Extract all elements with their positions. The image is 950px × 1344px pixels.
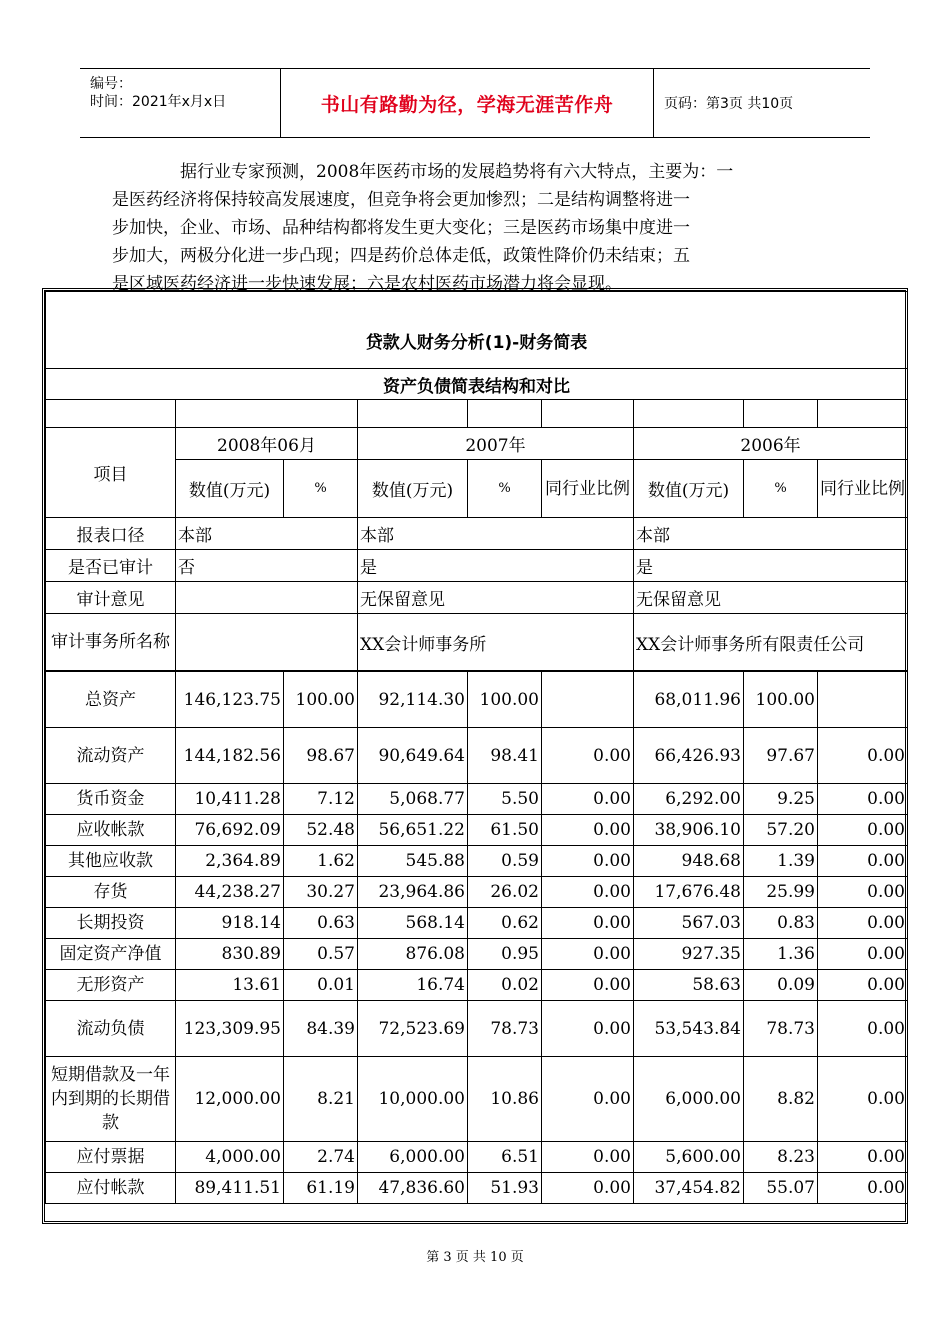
- pct-cell: 1.36: [744, 939, 818, 970]
- pct-cell: 1.39: [744, 846, 818, 877]
- peer-cell: 0.00: [818, 1142, 908, 1173]
- header-motto-cell: [281, 69, 654, 137]
- info-cell: XX会计师事务所: [358, 614, 634, 671]
- value-cell: 10,000.00: [358, 1057, 468, 1142]
- paragraph-line: 是区域医药经济进一步快速发展；六是农村医药市场潜力将会显现。: [112, 274, 622, 294]
- info-cell: 本部: [176, 518, 358, 550]
- pct-cell: 0.59: [468, 846, 542, 877]
- pct-cell: 78.73: [468, 1001, 542, 1057]
- info-cell: XX会计师事务所有限责任公司: [634, 614, 908, 671]
- pct-cell: 30.27: [284, 877, 358, 908]
- peer-cell: 0.00: [542, 908, 634, 939]
- pct-cell: 0.62: [468, 908, 542, 939]
- info-cell: [176, 614, 358, 671]
- value-cell: 6,000.00: [358, 1142, 468, 1173]
- pct-cell: 57.20: [744, 815, 818, 846]
- blank-cell: [358, 400, 468, 428]
- table-subtitle: 资产负债简表结构和对比: [46, 369, 908, 400]
- row-label: 应收帐款: [46, 815, 176, 846]
- value-cell: 5,600.00: [634, 1142, 744, 1173]
- pct-cell: 51.93: [468, 1173, 542, 1204]
- value-cell: 545.88: [358, 846, 468, 877]
- blank-cell: [744, 400, 818, 428]
- peer-cell: 0.00: [542, 939, 634, 970]
- period-header-2007: 2007年: [358, 428, 634, 460]
- value-cell: 23,964.86: [358, 877, 468, 908]
- pct-cell: 8.23: [744, 1142, 818, 1173]
- info-cell: 否: [176, 550, 358, 582]
- table-row: [46, 1173, 908, 1204]
- row-label: 审计意见: [46, 582, 176, 614]
- col-pct-header: %: [284, 460, 358, 518]
- pct-cell: 5.50: [468, 784, 542, 815]
- peer-cell: [542, 672, 634, 728]
- peer-cell: 0.00: [542, 728, 634, 784]
- peer-cell: 0.00: [542, 1142, 634, 1173]
- value-cell: 53,543.84: [634, 1001, 744, 1057]
- info-cell: 是: [358, 550, 634, 582]
- peer-cell: 0.00: [818, 939, 908, 970]
- table-row: [46, 815, 908, 846]
- serial-label: 编号：: [90, 76, 132, 92]
- pct-cell: 78.73: [744, 1001, 818, 1057]
- row-label: 应付票据: [46, 1142, 176, 1173]
- pct-cell: 0.09: [744, 970, 818, 1001]
- table-row: [46, 784, 908, 815]
- info-cell: 本部: [358, 518, 634, 550]
- peer-cell: 0.00: [542, 815, 634, 846]
- peer-cell: 0.00: [818, 815, 908, 846]
- blank-cell: [46, 400, 176, 428]
- pct-cell: 25.99: [744, 877, 818, 908]
- pct-cell: 61.19: [284, 1173, 358, 1204]
- pct-cell: 52.48: [284, 815, 358, 846]
- table-row: [46, 1142, 908, 1173]
- pct-cell: 0.01: [284, 970, 358, 1001]
- blank-cell: [468, 400, 542, 428]
- row-label: 审计事务所名称: [46, 614, 176, 671]
- value-cell: 12,000.00: [176, 1057, 284, 1142]
- pct-cell: 7.12: [284, 784, 358, 815]
- value-cell: 38,906.10: [634, 815, 744, 846]
- intro-paragraph: [146, 158, 800, 186]
- page-footer: 第 3 页 共 10 页: [426, 1250, 524, 1265]
- value-cell: 144,182.56: [176, 728, 284, 784]
- pct-cell: 2.74: [284, 1142, 358, 1173]
- pct-cell: 0.57: [284, 939, 358, 970]
- pct-cell: 8.21: [284, 1057, 358, 1142]
- col-value-header: 数值(万元): [634, 460, 744, 518]
- row-label: 货币资金: [46, 784, 176, 815]
- row-label: 长期投资: [46, 908, 176, 939]
- info-cell: 无保留意见: [358, 582, 634, 614]
- value-cell: 146,123.75: [176, 672, 284, 728]
- table-row: [46, 877, 908, 908]
- period-header-2008: 2008年06月: [176, 428, 358, 460]
- value-cell: 47,836.60: [358, 1173, 468, 1204]
- table-row: [46, 908, 908, 939]
- col-peer-header: 同行业比例: [818, 460, 908, 518]
- table-row: [46, 846, 908, 877]
- peer-cell: 0.00: [818, 728, 908, 784]
- row-label: 总资产: [46, 672, 176, 728]
- value-cell: 568.14: [358, 908, 468, 939]
- col-value-header: 数值(万元): [176, 460, 284, 518]
- table-row: [46, 939, 908, 970]
- row-label: 流动资产: [46, 728, 176, 784]
- pct-cell: 0.83: [744, 908, 818, 939]
- pct-cell: 6.51: [468, 1142, 542, 1173]
- peer-cell: 0.00: [542, 1057, 634, 1142]
- value-cell: 6,292.00: [634, 784, 744, 815]
- table-row: [46, 728, 908, 784]
- financial-table: [45, 291, 908, 671]
- pct-cell: 0.63: [284, 908, 358, 939]
- value-cell: 58.63: [634, 970, 744, 1001]
- paragraph-line: 步加大，两极分化进一步凸现；四是药价总体走低，政策性降价仍未结束；五: [112, 246, 690, 266]
- info-cell: 是: [634, 550, 908, 582]
- value-cell: 44,238.27: [176, 877, 284, 908]
- peer-cell: 0.00: [818, 908, 908, 939]
- value-cell: 68,011.96: [634, 672, 744, 728]
- pct-cell: 97.67: [744, 728, 818, 784]
- value-cell: 567.03: [634, 908, 744, 939]
- paragraph-line: 据行业专家预测，2008年医药市场的发展趋势将有六大特点，主要为：一: [180, 162, 734, 182]
- item-header: 项目: [46, 428, 176, 518]
- pct-cell: 8.82: [744, 1057, 818, 1142]
- value-cell: 10,411.28: [176, 784, 284, 815]
- paragraph-line: 步加快，企业、市场、品种结构都将发生更大变化；三是医药市场集中度进一: [112, 218, 690, 238]
- pct-cell: 1.62: [284, 846, 358, 877]
- page-label: 页码：第3页 共10页: [664, 96, 794, 112]
- table-row: [46, 672, 908, 728]
- peer-cell: 0.00: [542, 846, 634, 877]
- peer-cell: 0.00: [818, 877, 908, 908]
- col-pct-header: %: [744, 460, 818, 518]
- value-cell: 66,426.93: [634, 728, 744, 784]
- row-label: 无形资产: [46, 970, 176, 1001]
- peer-cell: 0.00: [818, 970, 908, 1001]
- blank-cell: [818, 400, 908, 428]
- value-cell: 92,114.30: [358, 672, 468, 728]
- peer-cell: 0.00: [542, 877, 634, 908]
- value-cell: 13.61: [176, 970, 284, 1001]
- value-cell: 927.35: [634, 939, 744, 970]
- value-cell: 17,676.48: [634, 877, 744, 908]
- info-cell: 本部: [634, 518, 908, 550]
- row-label: 其他应收款: [46, 846, 176, 877]
- row-label: 短期借款及一年内到期的长期借款: [46, 1057, 176, 1142]
- info-cell: [176, 582, 358, 614]
- pct-cell: 26.02: [468, 877, 542, 908]
- pct-cell: 100.00: [744, 672, 818, 728]
- blank-cell: [634, 400, 744, 428]
- header-meta-cell: [80, 69, 281, 137]
- row-label: 是否已审计: [46, 550, 176, 582]
- value-cell: 830.89: [176, 939, 284, 970]
- financial-table-body: [45, 671, 908, 1204]
- peer-cell: 0.00: [818, 1173, 908, 1204]
- info-cell: 无保留意见: [634, 582, 908, 614]
- pct-cell: 0.02: [468, 970, 542, 1001]
- date-label: 时间：2021年x月x日: [90, 94, 227, 110]
- document-header: [80, 68, 870, 138]
- intro-paragraph-cont: [112, 186, 800, 298]
- pct-cell: 100.00: [284, 672, 358, 728]
- peer-cell: 0.00: [818, 846, 908, 877]
- value-cell: 948.68: [634, 846, 744, 877]
- pct-cell: 10.86: [468, 1057, 542, 1142]
- col-value-header: 数值(万元): [358, 460, 468, 518]
- value-cell: 76,692.09: [176, 815, 284, 846]
- row-label: 固定资产净值: [46, 939, 176, 970]
- financial-table-frame: [42, 288, 908, 1224]
- blank-cell: [542, 400, 634, 428]
- peer-cell: 0.00: [818, 784, 908, 815]
- blank-cell: [176, 400, 358, 428]
- peer-cell: 0.00: [542, 1001, 634, 1057]
- value-cell: 918.14: [176, 908, 284, 939]
- table-title: 贷款人财务分析(1)-财务简表: [46, 292, 908, 369]
- table-row: [46, 1001, 908, 1057]
- value-cell: 90,649.64: [358, 728, 468, 784]
- peer-cell: 0.00: [542, 970, 634, 1001]
- pct-cell: 55.07: [744, 1173, 818, 1204]
- value-cell: 2,364.89: [176, 846, 284, 877]
- col-peer-header: 同行业比例: [542, 460, 634, 518]
- pct-cell: 9.25: [744, 784, 818, 815]
- peer-cell: 0.00: [818, 1001, 908, 1057]
- value-cell: 6,000.00: [634, 1057, 744, 1142]
- value-cell: 5,068.77: [358, 784, 468, 815]
- row-label: 报表口径: [46, 518, 176, 550]
- value-cell: 37,454.82: [634, 1173, 744, 1204]
- row-label: 流动负债: [46, 1001, 176, 1057]
- peer-cell: 0.00: [542, 1173, 634, 1204]
- table-row: [46, 1057, 908, 1142]
- value-cell: 123,309.95: [176, 1001, 284, 1057]
- header-page-cell: [654, 69, 870, 137]
- value-cell: 56,651.22: [358, 815, 468, 846]
- pct-cell: 100.00: [468, 672, 542, 728]
- motto-text: 书山有路勤为径，学海无涯苦作舟: [320, 93, 614, 116]
- row-label: 应付帐款: [46, 1173, 176, 1204]
- row-label: 存货: [46, 877, 176, 908]
- pct-cell: 61.50: [468, 815, 542, 846]
- paragraph-line: 是医药经济将保持较高发展速度，但竞争将会更加惨烈；二是结构调整将进一: [112, 190, 690, 210]
- pct-cell: 84.39: [284, 1001, 358, 1057]
- value-cell: 16.74: [358, 970, 468, 1001]
- peer-cell: [818, 672, 908, 728]
- table-row: [46, 970, 908, 1001]
- pct-cell: 0.95: [468, 939, 542, 970]
- peer-cell: 0.00: [542, 784, 634, 815]
- col-pct-header: %: [468, 460, 542, 518]
- pct-cell: 98.67: [284, 728, 358, 784]
- value-cell: 4,000.00: [176, 1142, 284, 1173]
- pct-cell: 98.41: [468, 728, 542, 784]
- period-header-2006: 2006年: [634, 428, 908, 460]
- value-cell: 89,411.51: [176, 1173, 284, 1204]
- value-cell: 72,523.69: [358, 1001, 468, 1057]
- peer-cell: 0.00: [818, 1057, 908, 1142]
- value-cell: 876.08: [358, 939, 468, 970]
